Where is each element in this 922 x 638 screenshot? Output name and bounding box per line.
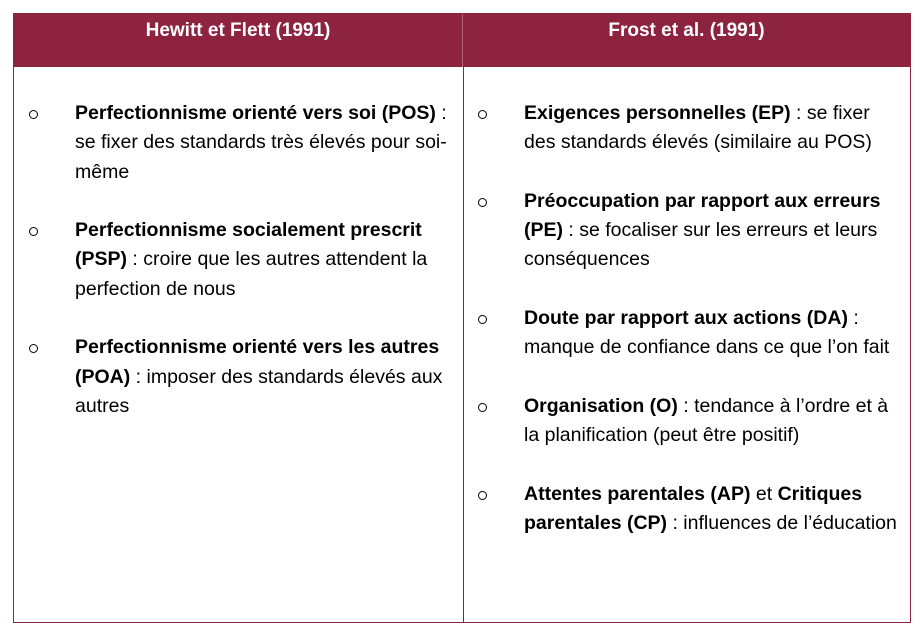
bullet-circle-icon <box>27 333 75 421</box>
item-term: Perfectionnisme orienté vers les autres (POA) <box>75 336 440 388</box>
item-definition: : influences de l’éducation <box>667 512 897 535</box>
bullet-circle-icon <box>27 99 75 187</box>
item-term-secondary: Critiques parentales (CP) <box>524 482 863 535</box>
item-term: Perfectionnisme orienté vers soi (POS) <box>75 102 436 124</box>
list-item <box>476 99 906 158</box>
item-term: Exigences personnelles (EP) <box>524 102 791 124</box>
item-definition: : imposer des standards élevés aux autres <box>75 365 443 417</box>
header-frost: Frost et al. (1991) <box>608 20 765 41</box>
list-item <box>27 99 455 187</box>
column-divider <box>463 67 464 622</box>
item-connector: et <box>750 482 778 505</box>
bullet-circle-icon <box>476 304 524 363</box>
bullet-circle-icon <box>476 392 524 451</box>
item-definition: : se fixer des standards élevés (similaire au POS) <box>524 102 872 154</box>
bullet-circle-icon <box>476 187 524 275</box>
item-definition: : se focaliser sur les erreurs et leurs conséquences <box>524 219 878 271</box>
comparison-table <box>13 13 911 623</box>
header-hewitt-flett: Hewitt et Flett (1991) <box>14 14 463 67</box>
bullet-circle-icon <box>476 99 524 158</box>
item-definition: : se fixer des standards très élevés pour soi-même <box>75 102 447 183</box>
hewitt-flett-column <box>27 99 455 451</box>
item-term: Organisation (O) <box>524 394 678 417</box>
list-item <box>476 187 906 275</box>
item-definition: : manque de confiance dans ce que l’on fait <box>524 307 890 359</box>
item-definition: : tendance à l’ordre et à la planification (peut être positif) <box>524 394 889 447</box>
item-definition: : croire que les autres attendent la perfection de nous <box>75 248 428 300</box>
bullet-circle-icon <box>476 480 524 539</box>
list-item <box>27 216 455 304</box>
bullet-circle-icon <box>27 216 75 304</box>
table-header-row <box>14 14 910 67</box>
list-item <box>476 392 906 451</box>
frost-column <box>476 99 906 568</box>
item-term: Préoccupation par rapport aux erreurs (PE) <box>524 189 881 242</box>
item-term: Attentes parentales (AP) <box>524 482 751 505</box>
item-term: Perfectionnisme socialement prescrit (PSP) <box>75 219 422 271</box>
list-item <box>27 333 455 421</box>
item-term: Doute par rapport aux actions (DA) <box>524 307 848 330</box>
list-item <box>476 480 906 539</box>
list-item <box>476 304 906 363</box>
